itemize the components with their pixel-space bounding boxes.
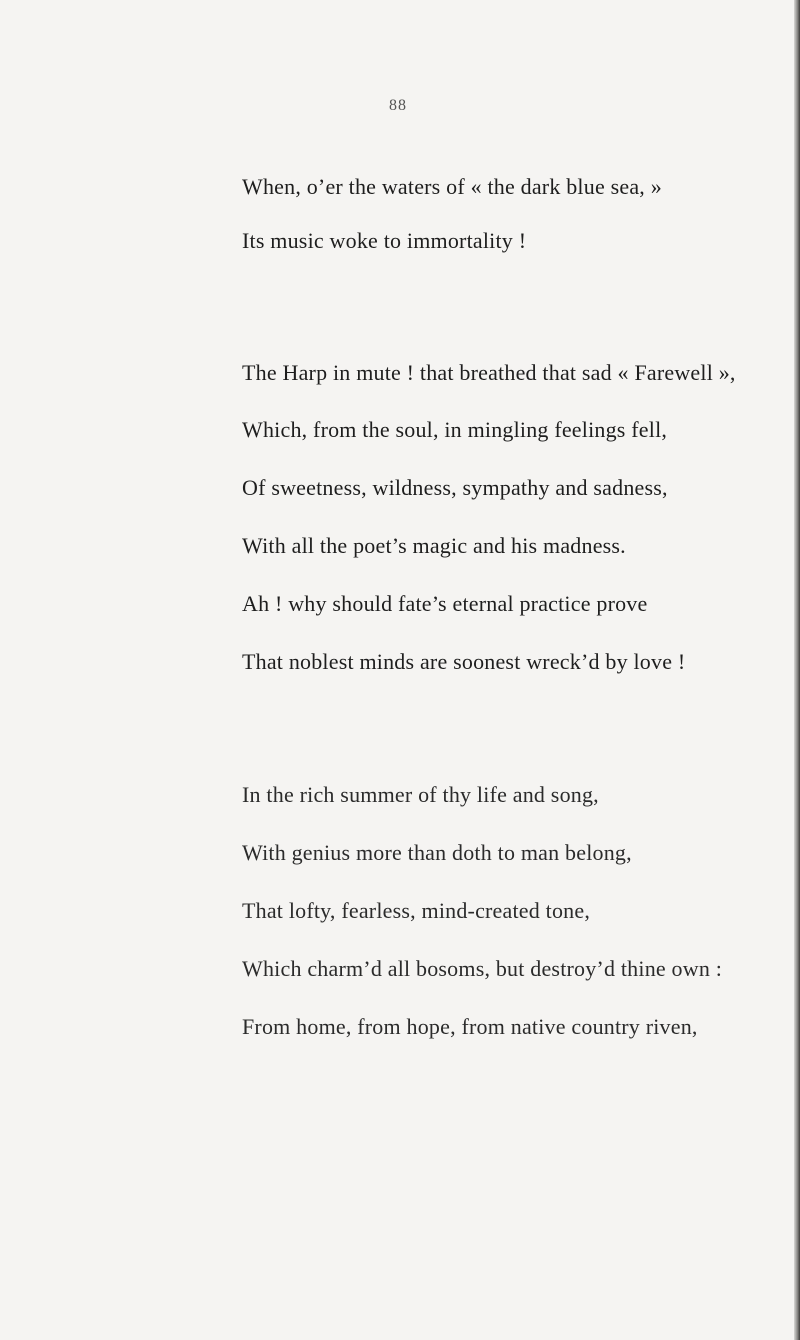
page-number: 88	[389, 97, 407, 114]
poem-line: Of sweetness, wildness, sympathy and sadness,	[242, 475, 668, 500]
poem-line: That noblest minds are soonest wreck’d by love !	[242, 649, 686, 674]
poem-line: In the rich summer of thy life and song,	[242, 782, 599, 807]
poem-line: When, o’er the waters of « the dark blue sea, »	[242, 174, 662, 199]
poem-line: With genius more than doth to man belong,	[242, 840, 632, 865]
poem-line: Its music woke to immortality !	[242, 228, 527, 253]
poem-line: Which charm’d all bosoms, but destroy’d thine own :	[242, 956, 723, 981]
poem-line: Ah ! why should fate’s eternal practice prove	[242, 591, 648, 616]
poem-line: That lofty, fearless, mind-created tone,	[242, 898, 591, 923]
poem-line: From home, from hope, from native country riven,	[242, 1014, 698, 1039]
page-edge-shadow	[794, 0, 800, 1340]
poem-line: Which, from the soul, in mingling feelings fell,	[242, 417, 668, 442]
poem-line: The Harp in mute ! that breathed that sad « Farewell »,	[242, 360, 736, 385]
poem-line: With all the poet’s magic and his madness.	[242, 533, 626, 558]
